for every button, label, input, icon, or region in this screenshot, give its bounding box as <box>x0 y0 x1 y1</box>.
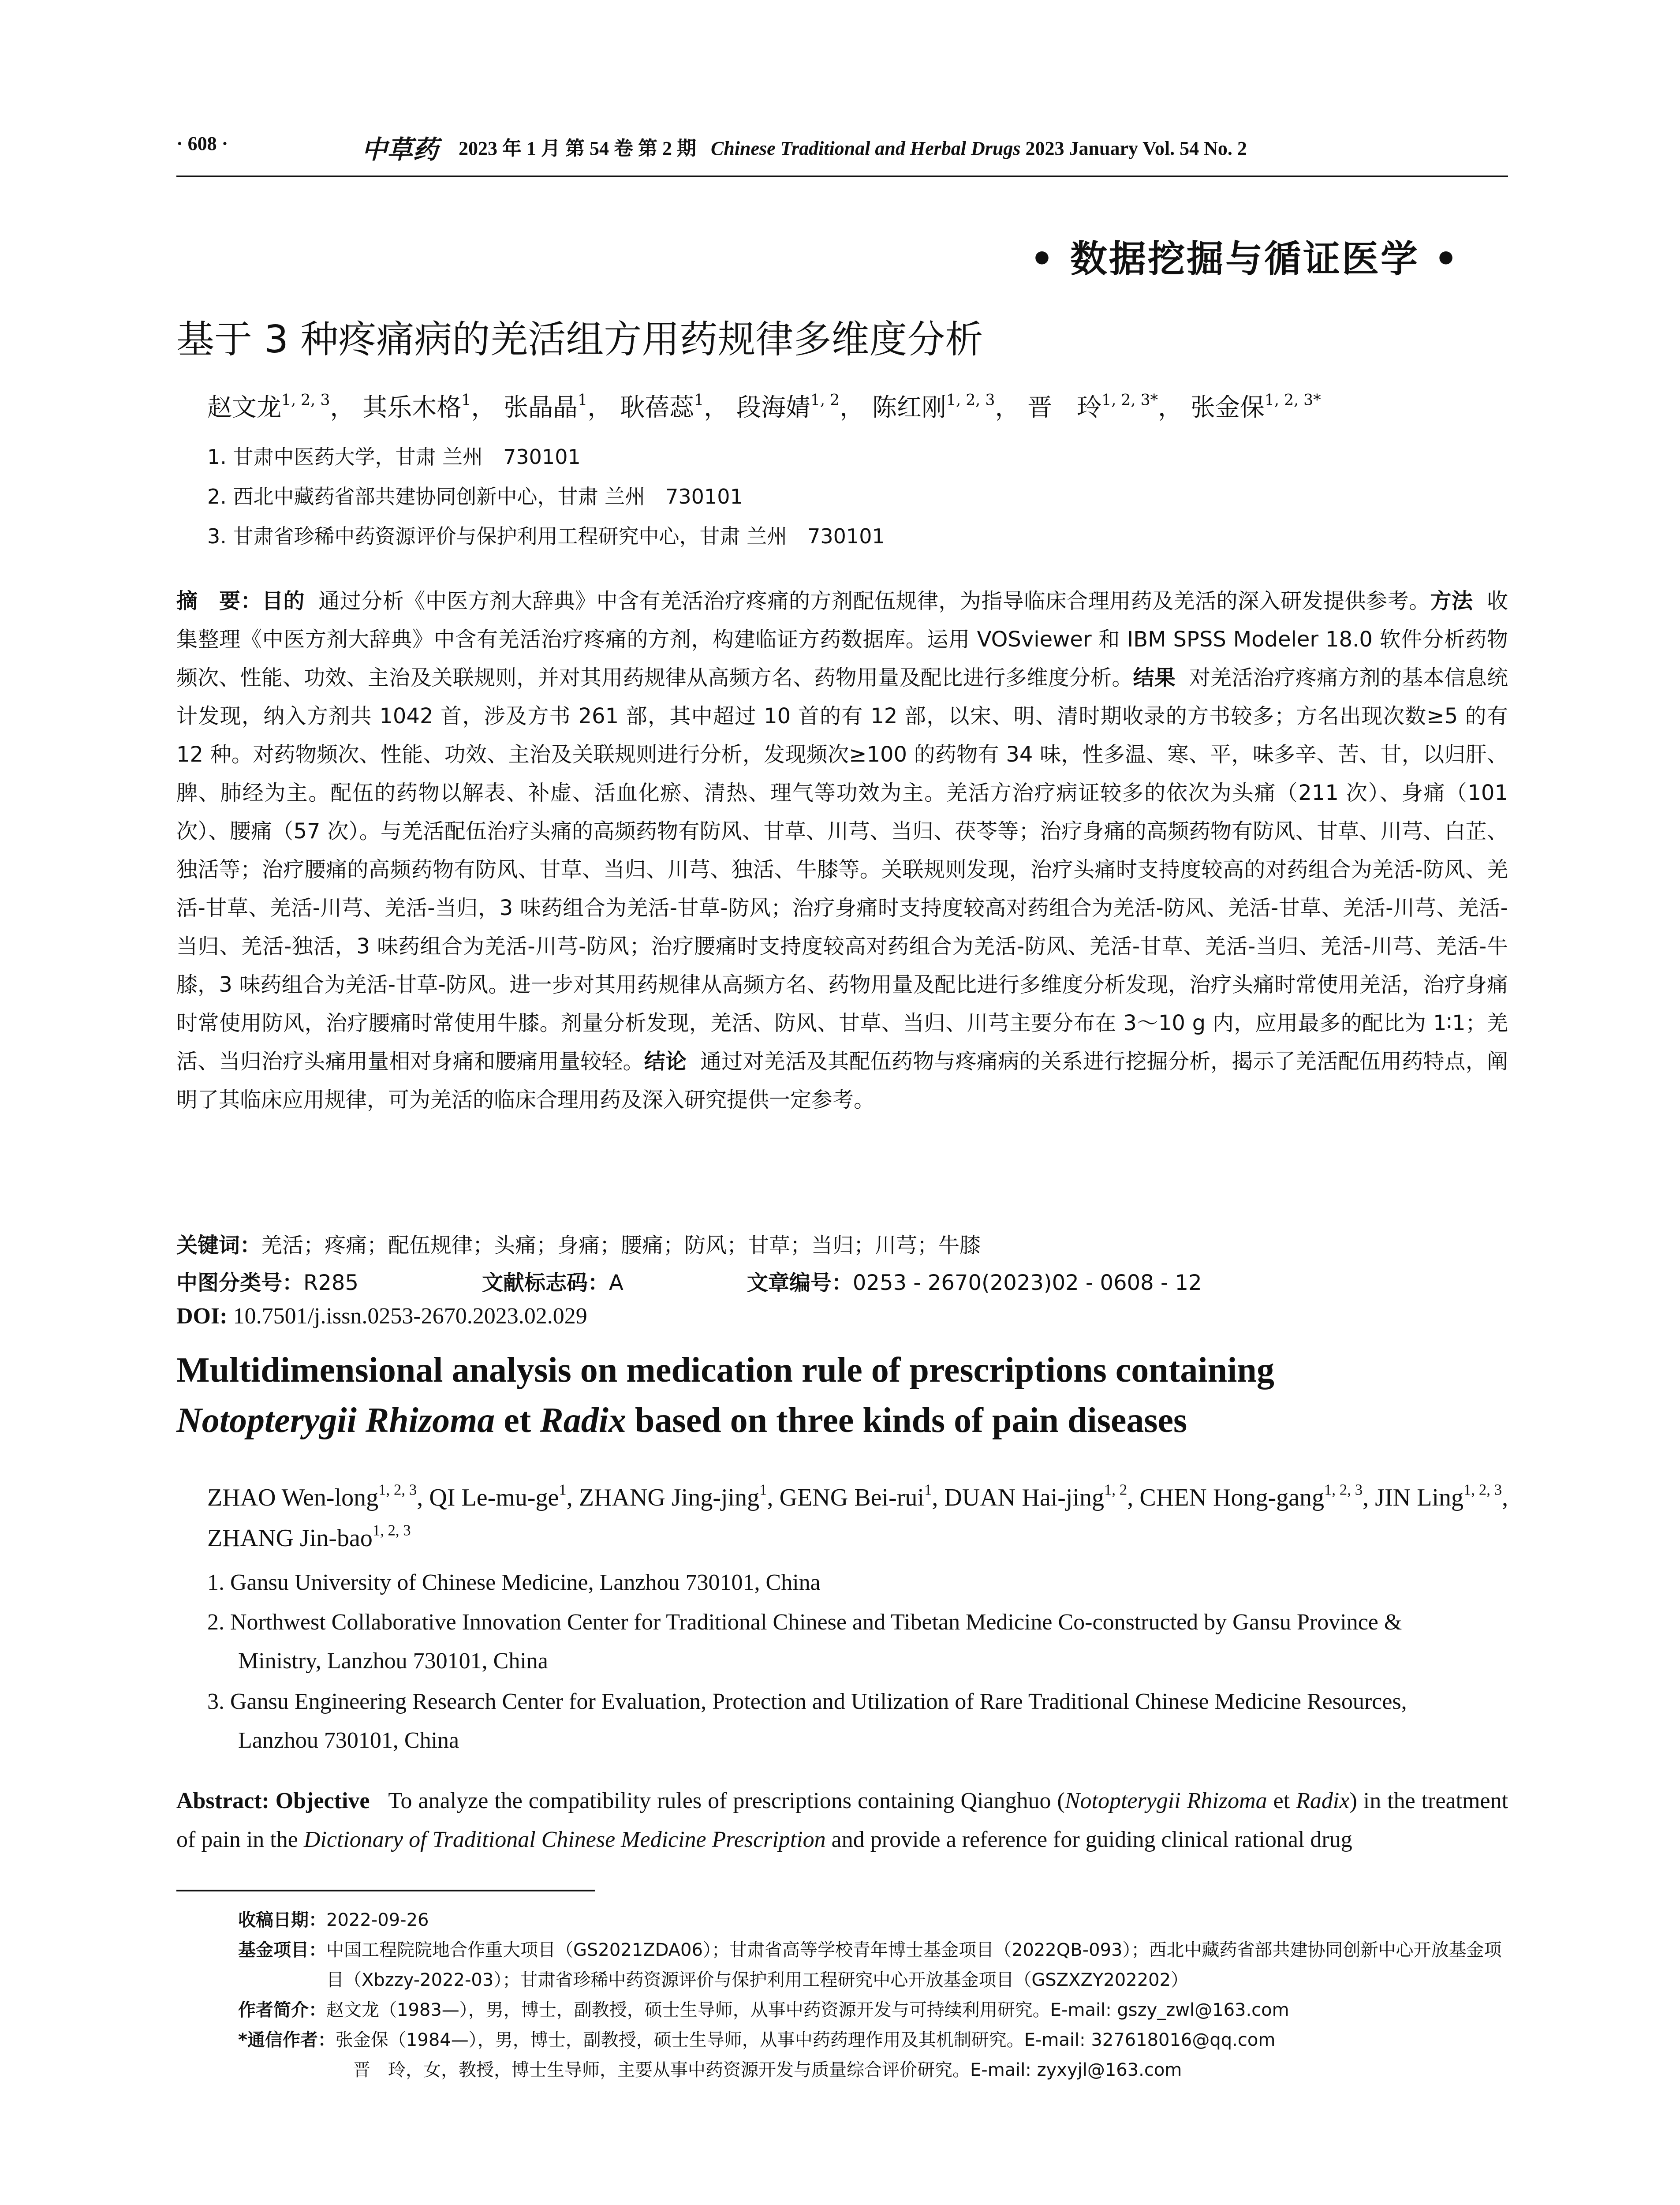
results-text: 对羌活治疗疼痛方剂的基本信息统计发现，纳入方剂共 1042 首，涉及方书 261 部，其中超过 10 首的有 12 部，以宋、明、清时期收录的方书较多；方名出现次数≥5 的有 12 种。对药物频次、性能、功效、主治及关联规则进行分析，发现频次≥100 的药物有 34 味，性多温、寒、平，味多辛、苦、甘，以归肝、脾、肺经为主。配伍的药物以解表、补虚、活血化瘀、清热、理气等功效为主。羌活方治疗病证较多的依次为头痛（211 次）、身痛（101 次）、腰痛（57 次）。与羌活配伍治疗头痛的高频药物有防风、甘草、川芎、当归、茯苓等；治疗身痛的高频药物有防风、甘草、川芎、白芷、独活等；治疗腰痛的高频药物有防风、甘草、当归、川芎、独活、牛膝等。关联规则发现，治疗头痛时支持度较高的对药组合为羌活-防风、羌活-甘草、羌活-川芎、羌活-当归，3 味药组合为羌活-甘草-防风；治疗身痛时支持度较高对药组合为羌活-防风、羌活-甘草、羌活-川芎、羌活-当归、羌活-独活，3 味药组合为羌活-川芎-防风；治疗腰痛时支持度较高对药组合为羌活-防风、羌活-甘草、羌活-当归、羌活-川芎、羌活-牛膝，3 味药组合为羌活-甘草-防风。进一步对其用药规律从高频方名、药物用量及配比进行多维度分析发现，治疗头痛时常使用羌活，治疗身痛时常使用防风，治疗腰痛时常使用牛膝。剂量分析发现，羌活、防风、甘草、当归、川芎主要分布在 3～10 g 内，应用最多的配比为 1∶1；羌活、当归治疗头痛用量相对身痛和腰痛用量较轻。 <box>176 665 1508 1074</box>
objective-text: 通过分析《中医方剂大辞典》中含有羌活治疗疼痛的方剂配伍规律，为指导临床合理用药及羌活的深入研发提供参考。 <box>318 589 1430 613</box>
title-en-part1: Multidimensional analysis on medication rule of prescriptions containing <box>176 1351 1274 1390</box>
abstract-en <box>176 1782 1508 1859</box>
keywords-label: 关键词： <box>176 1233 261 1258</box>
doc-code-value: A <box>609 1271 623 1295</box>
abstract-en-label: Abstract: Objective <box>176 1788 370 1813</box>
footnote-label: 收稿日期： <box>238 1910 326 1930</box>
abstract-en-text: To analyze the compatibility rules of prescriptions containing Qianghuo ( <box>388 1788 1065 1813</box>
author-affil-sup: 1, 2, 3* <box>1101 391 1158 409</box>
title-en-latin2: Radix <box>540 1401 627 1440</box>
affiliation-en <box>207 1682 1508 1760</box>
abstract-en-dictionary: Dictionary of Traditional Chinese Medicine Prescription <box>303 1827 826 1852</box>
journal-name-en: Chinese Traditional and Herbal Drugs <box>711 138 1021 159</box>
author-affil-sup: 1 <box>578 391 588 409</box>
affiliation-en <box>207 1563 1508 1602</box>
author-cn: 张金保 <box>1190 393 1265 422</box>
methods-text: 收集整理《中医方剂大辞典》中含有羌活治疗疼痛的方剂，构建临证方药数据库。运用 VOSviewer 和 IBM SPSS Modeler 18.0 软件分析药物频次、性能、功效、主治及关联规则，并对其用药规律从高频方名、药物用量及配比进行多维度分析。 <box>176 589 1508 690</box>
author-cn: 赵文龙 <box>207 393 281 422</box>
author-affil-sup: 1, 2 <box>1104 1481 1127 1499</box>
methods-label: 方法 <box>1430 589 1473 613</box>
author-affil-sup: 1, 2, 3* <box>1264 391 1321 409</box>
author-affil-sup: 1, 2, 3 <box>372 1521 411 1539</box>
author-affil-sup: 1 <box>559 1481 567 1499</box>
footnote-corresponding-2 <box>238 2055 1508 2085</box>
author-cn: 晋 玲 <box>1027 393 1102 422</box>
author-en: GENG Bei-rui <box>779 1484 924 1511</box>
issue-cn: 2023 年 1 月 第 54 卷 第 2 期 <box>459 138 696 159</box>
author-en: ZHANG Jing-jing <box>579 1484 760 1511</box>
affiliation-cn: 2. 西北中藏药省部共建协同创新中心，甘肃 兰州 730101 <box>207 485 743 508</box>
author-en: DUAN Hai-jing <box>944 1484 1105 1511</box>
footnote-text: 晋 玲，女，教授，博士生导师，主要从事中药资源开发与质量综合评价研究。E-mail: zyxyjl@163.com <box>353 2060 1182 2080</box>
header-rule <box>176 176 1508 177</box>
author-cn: 张晶晶 <box>504 393 578 422</box>
footnote-label: 作者简介： <box>238 2000 326 2020</box>
keywords-cn <box>176 1228 981 1259</box>
author-affil-sup: 1, 2, 3 <box>1324 1481 1363 1499</box>
affiliation-en-line: 3. Gansu Engineering Research Center for Evaluation, Protection and Utilization of Rare Traditional Chinese Medicine Resources, <box>207 1689 1407 1714</box>
doi-label: DOI: <box>176 1304 228 1329</box>
footnote-received <box>238 1905 1508 1935</box>
footnote-corresponding <box>238 2025 1508 2055</box>
author-cn: 陈红刚 <box>872 393 947 422</box>
abstract-en-latin2: Radix <box>1296 1788 1350 1813</box>
affiliation-cn: 3. 甘肃省珍稀中药资源评价与保护利用工程研究中心，甘肃 兰州 730101 <box>207 524 885 548</box>
journal-name-cn: 中草药 <box>362 135 439 164</box>
classification-line <box>176 1266 1202 1296</box>
author-cn: 耿蓓蕊 <box>620 393 694 422</box>
affiliation-en-line: 2. Northwest Collaborative Innovation Center for Traditional Chinese and Tibetan Medicine Co-constructed by Gansu Province & <box>207 1610 1402 1635</box>
footnote-rule <box>176 1890 595 1891</box>
footnote-label: *通信作者： <box>238 2030 336 2050</box>
affiliation-en-line: Ministry, Lanzhou 730101, China <box>238 1648 548 1674</box>
conclusion-label: 结论 <box>644 1049 687 1074</box>
author-affil-sup: 1 <box>461 391 471 409</box>
author-cn: 其乐木格 <box>362 393 462 422</box>
keywords-text: 羌活；疼痛；配伍规律；头痛；身痛；腰痛；防风；甘草；当归；川芎；牛膝 <box>261 1233 981 1258</box>
author-cn: 段海婧 <box>736 393 810 422</box>
author-affil-sup: 1, 2, 3 <box>1463 1481 1502 1499</box>
doi-line <box>176 1303 587 1329</box>
title-en-latin1: Notopterygii Rhizoma <box>176 1401 495 1440</box>
title-en-et: et <box>504 1401 531 1440</box>
author-affil-sup: 1 <box>694 391 704 409</box>
affiliation-en-line: Lanzhou 730101, China <box>238 1728 459 1753</box>
article-title-en <box>176 1345 1508 1446</box>
article-no-label: 文章编号： <box>747 1271 853 1295</box>
author-affil-sup: 1 <box>759 1481 767 1499</box>
footnote-funding <box>238 1935 1508 1995</box>
footnote-text: 赵文龙（1983—），男，博士，副教授，硕士生导师，从事中药资源开发与可持续利用研究。E-mail: gszy_zwl@163.com <box>326 2000 1289 2020</box>
conclusion-text: 通过对羌活及其配伍药物与疼痛病的关系进行挖掘分析，揭示了羌活配伍用药特点，阐明了其临床应用规律，可为羌活的临床合理用药及深入研究提供一定参考。 <box>176 1049 1508 1112</box>
abstract-en-text: and provide a reference for guiding clinical rational drug <box>825 1827 1352 1852</box>
author-en: JIN Ling <box>1375 1484 1464 1511</box>
abstract-en-et: et <box>1267 1788 1296 1813</box>
author-list-en: ZHAO Wen-long$^{1, 2, 3}$, QI $Le-mu-ge^1$, ZHANG Jing-jing$^1$, GENG Bei-rui$^1$, DUAN Hai-jing$^{1, 2}$, CHEN Hong-gang$^{1, 2, 3}$, JIN Ling$^{1, 2, 3}$, ZHANG Jin-bao$^{1, 2, 3}$ <box>207 1481 1508 1552</box>
issue-en: 2023 January Vol. 54 No. 2 <box>1025 138 1247 159</box>
affiliation-en-line: 1. Gansu University of Chinese Medicine, Lanzhou 730101, China <box>207 1570 821 1595</box>
author-affil-sup: 1, 2, 3 <box>281 391 330 409</box>
author-en: CHEN Hong-gang <box>1139 1484 1324 1511</box>
author-affil-sup: 1, 2, 3 <box>378 1481 417 1499</box>
page-number: · 608 · <box>176 133 228 154</box>
author-affil-sup: 1 <box>924 1481 932 1499</box>
author-en: QI Le-mu-ge <box>429 1484 559 1511</box>
article-title-cn: 基于 3 种疼痛病的羌活组方用药规律多维度分析 <box>176 318 983 362</box>
clc-label: 中图分类号： <box>176 1271 304 1295</box>
footnote-label: 基金项目： <box>238 1940 326 1960</box>
footnote-text: 张金保（1984—），男，博士，副教授，硕士生导师，从事中药药理作用及其机制研究。E-mail: 327618016@qq.com <box>335 2030 1276 2050</box>
footnote-text: 2022-09-26 <box>326 1910 429 1930</box>
clc-value: R285 <box>303 1271 358 1295</box>
footnotes <box>238 1905 1508 2085</box>
title-en-part2: based on three kinds of pain diseases <box>635 1401 1187 1440</box>
objective-label: 目的 <box>261 589 305 613</box>
footnote-text: 中国工程院院地合作重大项目（GS2021ZDA06）；甘肃省高等学校青年博士基金项目（2022QB-093）；西北中藏药省部共建协同创新中心开放基金项目（Xbzzy-2022-03）；甘肃省珍稀中药资源评价与保护利用工程研究中心开放基金项目（GSZXZY202202） <box>326 1940 1502 1990</box>
footnote-author-bio <box>238 1995 1508 2025</box>
doi-value: 10.7501/j.issn.0253-2670.2023.02.029 <box>233 1304 587 1329</box>
doc-code-label: 文献标志码： <box>482 1271 609 1295</box>
abstract-label: 摘 要： <box>176 589 262 613</box>
affiliation-cn: 1. 甘肃中医药大学，甘肃 兰州 730101 <box>207 445 581 469</box>
abstract-en-text: ) in the treatment of pain in the <box>176 1788 1508 1852</box>
article-no-value: 0253 - 2670(2023)02 - 0608 - 12 <box>852 1271 1202 1295</box>
results-label: 结果 <box>1133 665 1176 690</box>
author-en: ZHANG Jin-bao <box>207 1525 373 1552</box>
author-affil-sup: 1, 2 <box>810 391 840 409</box>
issue-info <box>459 132 1247 161</box>
author-affil-sup: 1, 2, 3 <box>946 391 995 409</box>
affiliation-en <box>207 1603 1508 1681</box>
author-list-cn: 赵文龙$^{1, 2, 3}$， 其乐木格$^1$， 张晶晶$^1$， 耿蓓蕊$^1$， 段海婧$^{1, 2}$， 陈红刚$^{1, 2, 3}$， 晋 玲$^{1, 2, 3*}$， 张金保$^{1, 2, 3*}$ <box>207 391 1321 422</box>
author-en: ZHAO Wen-long <box>207 1484 379 1511</box>
section-tag: • 数据挖掘与循证医学 • <box>1030 237 1460 280</box>
abstract-cn <box>176 582 1508 1119</box>
abstract-en-latin1: Notopterygii Rhizoma <box>1064 1788 1267 1813</box>
